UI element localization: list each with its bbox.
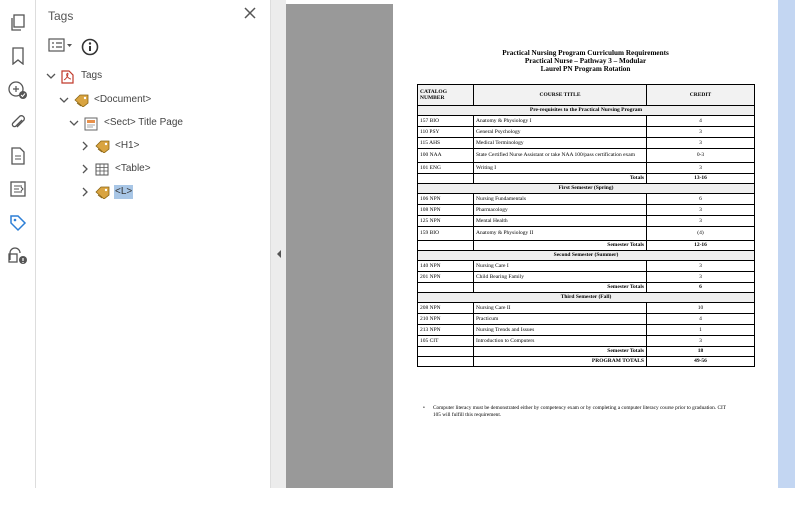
tree-node-tags-root[interactable]: [45, 66, 103, 86]
catalog-number: 100 NAA: [418, 149, 474, 163]
totals-row: [418, 347, 755, 357]
totals-value: 13-16: [647, 174, 755, 184]
tree-label: <Document>: [94, 94, 152, 105]
credit: 3: [647, 163, 755, 174]
section-header-row: [418, 184, 755, 194]
tags-panel: [37, 0, 270, 488]
document-heading: [393, 49, 778, 73]
credit: 0-3: [647, 149, 755, 163]
course-title: Child Bearing Family: [474, 272, 647, 283]
program-totals-value: 49-56: [647, 357, 755, 367]
credit: 3: [647, 205, 755, 216]
credit: 4: [647, 116, 755, 127]
accessibility-checker-icon[interactable]: [7, 245, 29, 267]
credit: 3: [647, 138, 755, 149]
panel-splitter[interactable]: [270, 0, 286, 488]
table-icon: [95, 163, 110, 176]
credit: 3: [647, 336, 755, 347]
pdf-page: [393, 4, 778, 488]
table-row: [418, 138, 755, 149]
table-row: [418, 336, 755, 347]
page-thumbnails-icon[interactable]: [7, 12, 29, 34]
chevron-down-icon[interactable]: [45, 70, 57, 82]
section-title: First Semester (Spring): [418, 184, 755, 194]
program-totals-row: [418, 357, 755, 367]
column-header: CATALOG NUMBER: [418, 85, 474, 106]
catalog-number: 159 BIO: [418, 227, 474, 241]
section-title: Pre-requisites to the Practical Nursing Program: [418, 106, 755, 116]
tree-node-table[interactable]: [79, 159, 152, 179]
course-title: Introduction to Computers: [474, 336, 647, 347]
tree-node-sect[interactable]: [68, 113, 184, 133]
totals-label: Totals: [474, 174, 647, 184]
footnote: [423, 405, 733, 418]
program-totals-label: PROGRAM TOTALS: [474, 357, 647, 367]
course-title: Pharmacology: [474, 205, 647, 216]
totals-label: Semester Totals: [474, 283, 647, 293]
credit: 3: [647, 261, 755, 272]
table-row: [418, 127, 755, 138]
panel-toolbar: [48, 37, 99, 57]
table-row: [418, 194, 755, 205]
credit: 10: [647, 303, 755, 314]
course-title: Mental Health: [474, 216, 647, 227]
credit: 1: [647, 325, 755, 336]
tree-node-l[interactable]: [79, 182, 133, 202]
attachments-icon[interactable]: [7, 112, 29, 134]
section-title: Third Semester (Fall): [418, 293, 755, 303]
totals-value: 18: [647, 347, 755, 357]
chevron-right-icon[interactable]: [79, 163, 91, 175]
course-title: Practicum: [474, 314, 647, 325]
course-title: Writing I: [474, 163, 647, 174]
totals-row: [418, 174, 755, 184]
signatures-icon[interactable]: [7, 79, 29, 101]
catalog-number: 208 NPN: [418, 303, 474, 314]
credit: 4: [647, 314, 755, 325]
bullet-icon: •: [423, 405, 425, 411]
catalog-number: 108 NPN: [418, 205, 474, 216]
table-row: [418, 163, 755, 174]
order-icon[interactable]: [7, 178, 29, 200]
tree-label: <Sect> Title Page: [104, 117, 183, 128]
heading-line-3: Laurel PN Program Rotation: [540, 65, 631, 73]
course-title: Anatomy & Physiology I: [474, 116, 647, 127]
tree-label-selected: <L>: [115, 186, 133, 197]
credit: 3: [647, 272, 755, 283]
catalog-number: 125 NPN: [418, 216, 474, 227]
credit: (4): [647, 227, 755, 241]
section-header-row: [418, 293, 755, 303]
totals-row: [418, 283, 755, 293]
footnote-text: Computer literacy must be demonstrated either by competency exam or by completing a computer literacy course prior to graduation. CIT 105 will fulfill this requirement.: [433, 405, 726, 418]
course-title: General Psychology: [474, 127, 647, 138]
section-icon: [84, 117, 99, 130]
heading-line-2: Practical Nurse – Pathway 3 – Modular: [524, 57, 647, 65]
catalog-number: 140 NPN: [418, 261, 474, 272]
section-header-row: [418, 251, 755, 261]
totals-value: 6: [647, 283, 755, 293]
credit: 3: [647, 216, 755, 227]
tree-node-h1[interactable]: [79, 136, 140, 156]
course-title: Nursing Care II: [474, 303, 647, 314]
heading-line-1: Practical Nursing Program Curriculum Requirements: [502, 49, 669, 57]
table-row: [418, 325, 755, 336]
bookmarks-icon[interactable]: [7, 45, 29, 67]
tree-label: <H1>: [115, 140, 140, 151]
section-title: Second Semester (Summer): [418, 251, 755, 261]
catalog-number: 157 BIO: [418, 116, 474, 127]
bottom-area: [0, 488, 795, 513]
catalog-number: 105 CIT: [418, 336, 474, 347]
chevron-down-icon[interactable]: [58, 94, 70, 106]
document-canvas: [286, 4, 393, 488]
course-title: Nursing Fundamentals: [474, 194, 647, 205]
tags-icon[interactable]: [7, 212, 29, 234]
catalog-number: 110 PSY: [418, 127, 474, 138]
pdf-icon: [61, 70, 76, 83]
course-title: Nursing Trends and Issues: [474, 325, 647, 336]
table-row: [418, 303, 755, 314]
table-row: [418, 216, 755, 227]
credit: 6: [647, 194, 755, 205]
catalog-number: 101 ENG: [418, 163, 474, 174]
collapse-arrow-icon[interactable]: [275, 246, 283, 256]
totals-label: Semester Totals: [474, 347, 647, 357]
table-row: [418, 116, 755, 127]
column-header: CREDIT: [647, 85, 755, 106]
content-icon[interactable]: [7, 145, 29, 167]
panel-title: Tags: [48, 9, 74, 23]
tag-icon: [95, 140, 110, 153]
navigation-tool-rail: [0, 0, 36, 488]
totals-value: 12-16: [647, 241, 755, 251]
catalog-number: 106 NPN: [418, 194, 474, 205]
table-row: [418, 205, 755, 216]
course-title: Medical Terminology: [474, 138, 647, 149]
info-icon[interactable]: [81, 38, 99, 56]
table-row: [418, 227, 755, 241]
close-icon[interactable]: [243, 6, 257, 20]
tree-label: <Table>: [115, 163, 151, 174]
table-row: [418, 261, 755, 272]
tag-icon: [95, 186, 110, 199]
tree-node-document[interactable]: [58, 90, 152, 110]
table-row: [418, 149, 755, 163]
chevron-down-icon[interactable]: [68, 117, 80, 129]
section-header-row: [418, 106, 755, 116]
tag-icon: [74, 94, 89, 107]
tree-label: Tags: [81, 70, 103, 81]
credit: 3: [647, 127, 755, 138]
course-title: Anatomy & Physiology II: [474, 227, 647, 241]
table-row: [418, 314, 755, 325]
column-header: COURSE TITLE: [474, 85, 647, 106]
chevron-right-icon[interactable]: [79, 140, 91, 152]
options-menu-button[interactable]: [48, 38, 74, 56]
table-row: [418, 272, 755, 283]
totals-row: [418, 241, 755, 251]
catalog-number: 115 AHS: [418, 138, 474, 149]
course-title: Nursing Care I: [474, 261, 647, 272]
chevron-right-icon[interactable]: [79, 186, 91, 198]
vertical-scrollbar[interactable]: [778, 0, 795, 513]
curriculum-table: [417, 84, 755, 367]
options-list-icon: [48, 37, 74, 58]
course-title: State Certified Nurse Assistant or take NAA 100/pass certification exam: [474, 149, 647, 163]
catalog-number: 213 NPN: [418, 325, 474, 336]
catalog-number: 201 NPN: [418, 272, 474, 283]
totals-label: Semester Totals: [474, 241, 647, 251]
catalog-number: 210 NPN: [418, 314, 474, 325]
